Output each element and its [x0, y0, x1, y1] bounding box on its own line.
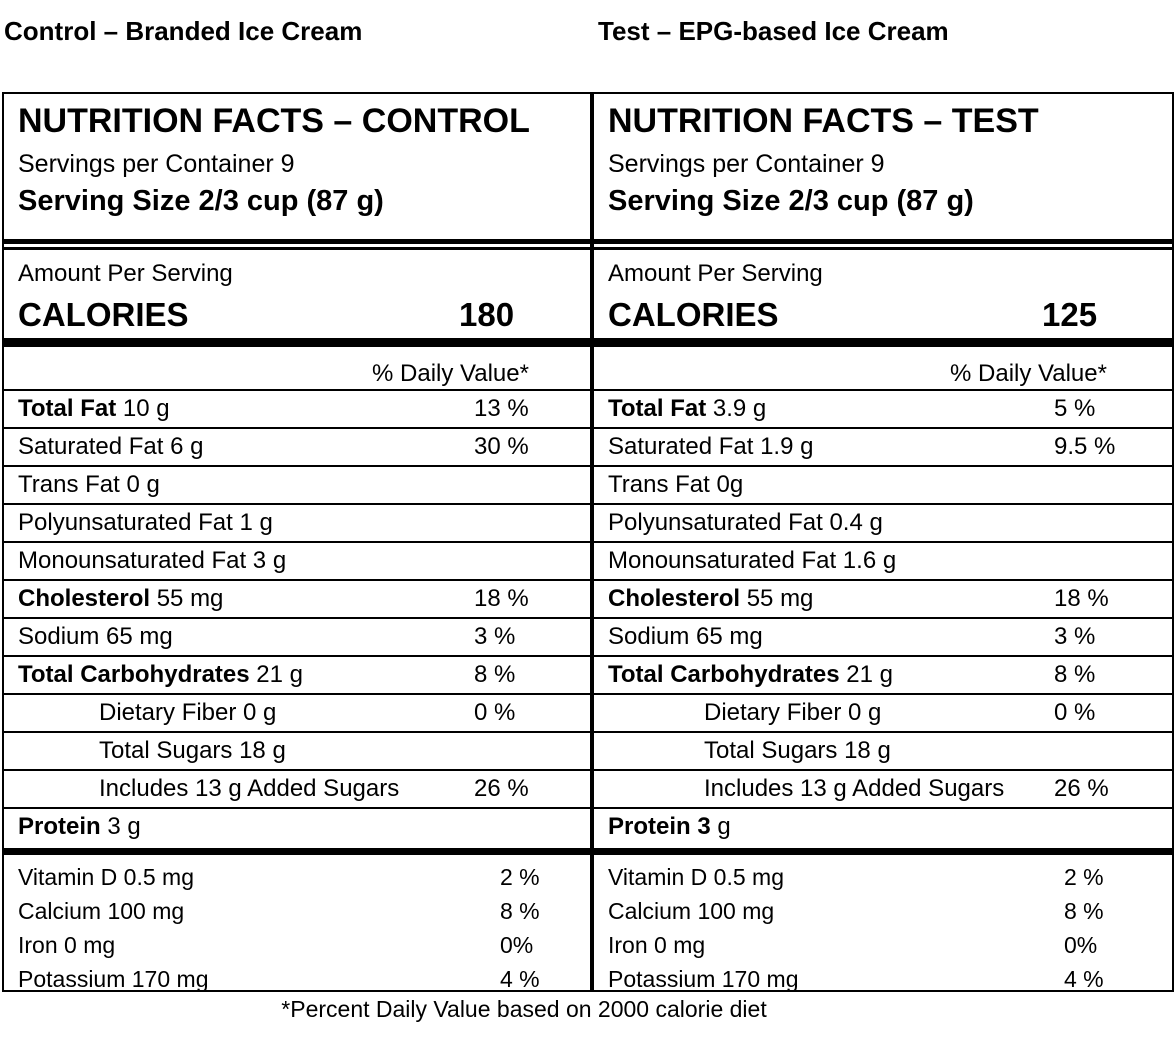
daily-value: 0% [500, 932, 534, 958]
daily-value: 18 % [474, 585, 529, 612]
vitamin-row [594, 898, 1172, 932]
nutrient-row [4, 695, 590, 733]
nutrient-name [608, 813, 731, 841]
daily-value: 3 % [474, 623, 516, 650]
vitamin-name: Calcium 100 mg [18, 898, 185, 924]
vitamin-row [4, 932, 590, 966]
nutrient-name-bold: Cholesterol [608, 585, 741, 612]
vitamin-row [594, 966, 1172, 1000]
vitamin-name: Potassium 170 mg [608, 966, 799, 992]
divider [4, 239, 590, 244]
nutrient-name-rest: 10 g [116, 395, 170, 422]
daily-value: 0 % [1054, 699, 1096, 726]
nutrient-name-rest: Total Sugars 18 g [704, 737, 891, 764]
nutrient-row [4, 771, 590, 809]
nutrient-name [608, 623, 763, 651]
amount-per-serving: Amount Per Serving [608, 260, 823, 287]
nutrient-row [4, 619, 590, 657]
nutrient-name [704, 737, 891, 765]
nutrient-row [4, 733, 590, 771]
daily-value: 0% [1064, 932, 1098, 958]
nutrient-row [4, 543, 590, 581]
serving-size: Serving Size 2/3 cup (87 g) [608, 185, 974, 217]
nutrient-row [594, 467, 1172, 505]
nutrient-name-rest: 3 g [100, 813, 141, 840]
nutrient-name-rest: Dietary Fiber 0 g [704, 699, 882, 726]
nutrient-name [99, 699, 276, 727]
nutrient-name [18, 433, 203, 461]
nutrient-name-rest: 55 mg [740, 585, 814, 612]
nutrient-name-rest: Trans Fat 0g [608, 471, 744, 498]
nutrient-row [594, 619, 1172, 657]
nutrient-row [4, 505, 590, 543]
nutrient-name-bold: Protein 3 [608, 813, 711, 840]
daily-value: 8 % [1064, 898, 1104, 924]
amount-per-serving: Amount Per Serving [18, 260, 233, 287]
nutrient-name [18, 813, 141, 841]
divider [4, 848, 590, 855]
nutrient-name [608, 661, 893, 689]
vitamin-row [4, 864, 590, 898]
daily-value: 2 % [500, 864, 540, 890]
divider [594, 848, 1172, 855]
nutrient-name [608, 395, 766, 423]
nutrient-name [99, 737, 286, 765]
daily-value: 26 % [474, 775, 529, 802]
nutrient-row [4, 429, 590, 467]
nutrient-row [594, 543, 1172, 581]
daily-value: 9.5 % [1054, 433, 1116, 460]
daily-value: 8 % [474, 661, 516, 688]
calories-label: CALORIES [18, 296, 189, 333]
control-label: Control – Branded Ice Cream [4, 16, 363, 46]
nutrient-name-rest: 3.9 g [706, 395, 767, 422]
nutrient-row [4, 809, 590, 847]
calories-value: 180 [459, 296, 515, 333]
nutrient-name-rest: Polyunsaturated Fat 0.4 g [608, 509, 883, 536]
nutrient-name-bold: Total Fat [18, 395, 117, 422]
nutrient-row [594, 429, 1172, 467]
nutrient-name [704, 699, 881, 727]
nutrient-name-rest: Sodium 65 mg [18, 623, 173, 650]
nutrient-name-rest: 21 g [839, 661, 893, 688]
divider [4, 247, 590, 250]
vitamin-row [594, 932, 1172, 966]
nutrient-name-rest: Dietary Fiber 0 g [99, 699, 277, 726]
nutrient-name [608, 471, 743, 499]
nutrient-name-rest: Saturated Fat 6 g [18, 433, 204, 460]
nutrient-name-bold: Cholesterol [18, 585, 151, 612]
nutrient-name-rest: Monounsaturated Fat 3 g [18, 547, 287, 574]
nutrient-row [594, 581, 1172, 619]
nutrient-name [18, 585, 223, 613]
daily-value-header: % Daily Value* [950, 360, 1107, 387]
servings-per-container: Servings per Container 9 [608, 150, 885, 178]
nutrient-row [594, 809, 1172, 847]
calories-value: 125 [1042, 296, 1098, 333]
vitamin-name: Calcium 100 mg [608, 898, 775, 924]
nutrient-name-rest: Sodium 65 mg [608, 623, 763, 650]
nutrient-name [608, 585, 813, 613]
nutrient-name-rest: g [710, 813, 731, 840]
nutrient-row [594, 695, 1172, 733]
nutrient-row [4, 657, 590, 695]
nutrient-row [594, 771, 1172, 809]
daily-value: 0 % [474, 699, 516, 726]
daily-value: 8 % [1054, 661, 1096, 688]
nutrient-name [99, 775, 399, 803]
divider [594, 239, 1172, 244]
vitamin-row [594, 864, 1172, 898]
nutrient-row [594, 391, 1172, 429]
nutrient-row [594, 505, 1172, 543]
nutrient-row [594, 733, 1172, 771]
serving-size: Serving Size 2/3 cup (87 g) [18, 185, 384, 217]
nutrient-name-rest: Polyunsaturated Fat 1 g [18, 509, 273, 536]
vitamin-name: Vitamin D 0.5 mg [18, 864, 194, 890]
nutrient-name-bold: Total Carbohydrates [608, 661, 840, 688]
panel-title: NUTRITION FACTS – CONTROL [18, 102, 530, 140]
nutrition-panel-test [592, 92, 1174, 992]
nutrient-name [18, 509, 273, 537]
nutrient-name-rest: Monounsaturated Fat 1.6 g [608, 547, 897, 574]
nutrient-name-rest: 21 g [249, 661, 303, 688]
vitamin-row [4, 898, 590, 932]
nutrient-name [608, 433, 813, 461]
nutrient-name-bold: Total Fat [608, 395, 707, 422]
daily-value: 18 % [1054, 585, 1109, 612]
calories-label: CALORIES [608, 296, 779, 333]
nutrient-name [18, 471, 160, 499]
nutrient-name-rest: Includes 13 g Added Sugars [704, 775, 1005, 802]
nutrient-row [4, 391, 590, 429]
nutrient-name-bold: Protein [18, 813, 101, 840]
servings-per-container: Servings per Container 9 [18, 150, 295, 178]
daily-value: 3 % [1054, 623, 1096, 650]
nutrient-name-bold: Total Carbohydrates [18, 661, 250, 688]
nutrient-name [18, 623, 173, 651]
divider [594, 338, 1172, 347]
panel-title: NUTRITION FACTS – TEST [608, 102, 1039, 140]
vitamin-name: Vitamin D 0.5 mg [608, 864, 784, 890]
nutrient-row [4, 581, 590, 619]
daily-value: 30 % [474, 433, 529, 460]
nutrition-panel-control [2, 92, 592, 992]
daily-value-header: % Daily Value* [372, 360, 529, 387]
daily-value: 26 % [1054, 775, 1109, 802]
vitamin-row [4, 966, 590, 1000]
divider [4, 338, 590, 347]
nutrient-name [18, 547, 286, 575]
nutrient-name [18, 661, 303, 689]
footnote: *Percent Daily Value based on 2000 calorie diet [281, 996, 767, 1022]
nutrient-name [18, 395, 170, 423]
daily-value: 5 % [1054, 395, 1096, 422]
nutrient-name [608, 509, 883, 537]
nutrient-name-rest: Includes 13 g Added Sugars [99, 775, 400, 802]
vitamin-name: Iron 0 mg [608, 932, 706, 958]
daily-value: 4 % [500, 966, 540, 992]
nutrient-name [608, 547, 896, 575]
divider [594, 247, 1172, 250]
nutrient-name-rest: 55 mg [150, 585, 224, 612]
nutrient-row [594, 657, 1172, 695]
vitamin-name: Iron 0 mg [18, 932, 116, 958]
daily-value: 8 % [500, 898, 540, 924]
daily-value: 4 % [1064, 966, 1104, 992]
nutrient-name-rest: Saturated Fat 1.9 g [608, 433, 814, 460]
vitamin-name: Potassium 170 mg [18, 966, 209, 992]
nutrient-name-rest: Total Sugars 18 g [99, 737, 286, 764]
nutrient-row [4, 467, 590, 505]
test-label: Test – EPG-based Ice Cream [598, 16, 949, 46]
daily-value: 13 % [474, 395, 529, 422]
daily-value: 2 % [1064, 864, 1104, 890]
nutrient-name-rest: Trans Fat 0 g [18, 471, 160, 498]
nutrient-name [704, 775, 1004, 803]
